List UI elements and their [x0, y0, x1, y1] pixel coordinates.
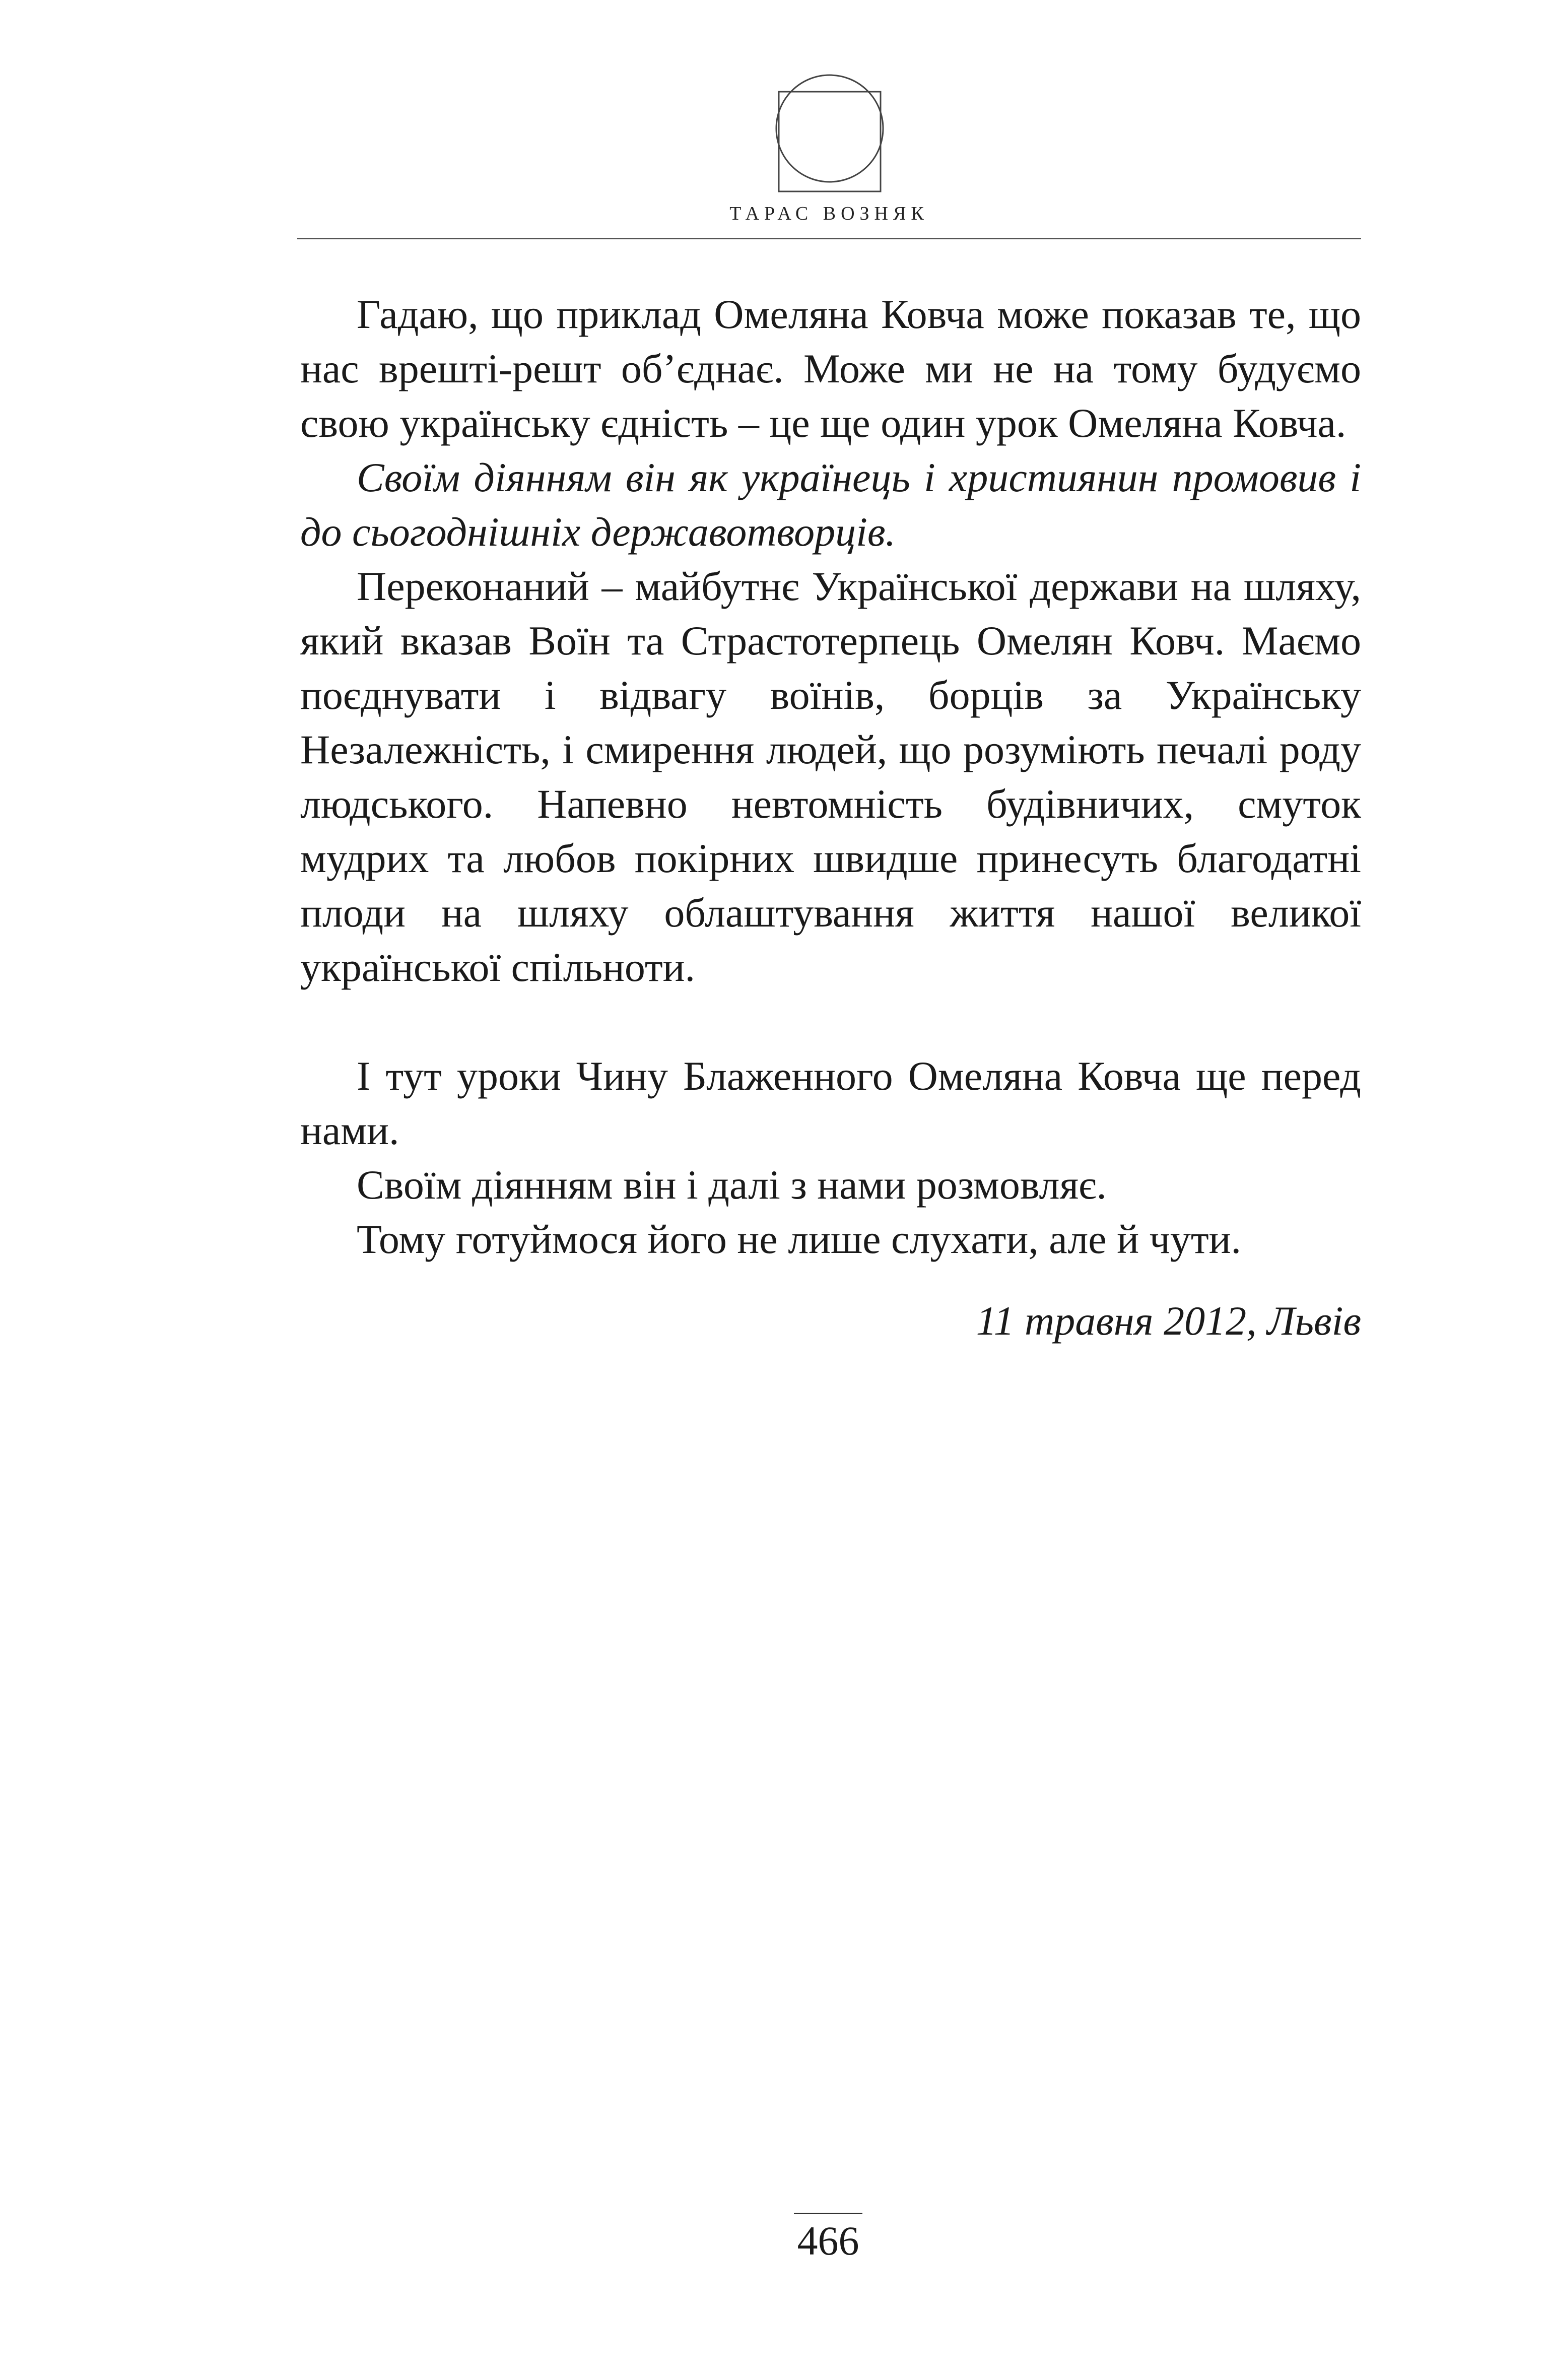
emblem-circle-square-icon: [772, 71, 888, 196]
paragraph: Тому готуймося його не лише слухати, але й чути.: [357, 1216, 1242, 1262]
paragraph: Гадаю, що приклад Омеляна Ковча може показав те, що нас врешті-решт об’єднає. Може ми не на тому будуємо свою українську єдність – це ще один урок Омеляна Ковча.: [300, 291, 1361, 446]
dateline: 11 травня 2012, Львів: [976, 1298, 1361, 1344]
paragraph: Своїм діянням він і далі з нами розмовляє.: [357, 1162, 1107, 1208]
body-text: [300, 287, 1361, 1348]
paragraph: Переконаний – майбутнє Української держави на шляху, який вказав Воїн та Страстотерпець Омелян Ковч. Маємо поєднувати і відвагу воїнів, борців за Українську Незалежність, і смирення людей, що розуміють печалі роду людського. Напевно невтомність будівничих, смуток мудрих та любов покірних швидше принесуть благодатні плоди на шляху облаштування життя нашої великої української спільноти.: [300, 563, 1361, 990]
paragraph-italic: Своїм діянням він як українець і християнин промовив і до сьогоднішніх державотворців.: [300, 454, 1361, 555]
paragraph: І тут уроки Чину Блаженного Омеляна Ковча ще перед нами.: [300, 1053, 1361, 1153]
page-number-rule: [794, 2213, 862, 2214]
running-head-author: ТАРАС ВОЗНЯК: [729, 203, 929, 224]
page-number: 466: [797, 2218, 859, 2264]
paragraph-gap: [300, 995, 1361, 1049]
header-rule: [297, 238, 1361, 239]
